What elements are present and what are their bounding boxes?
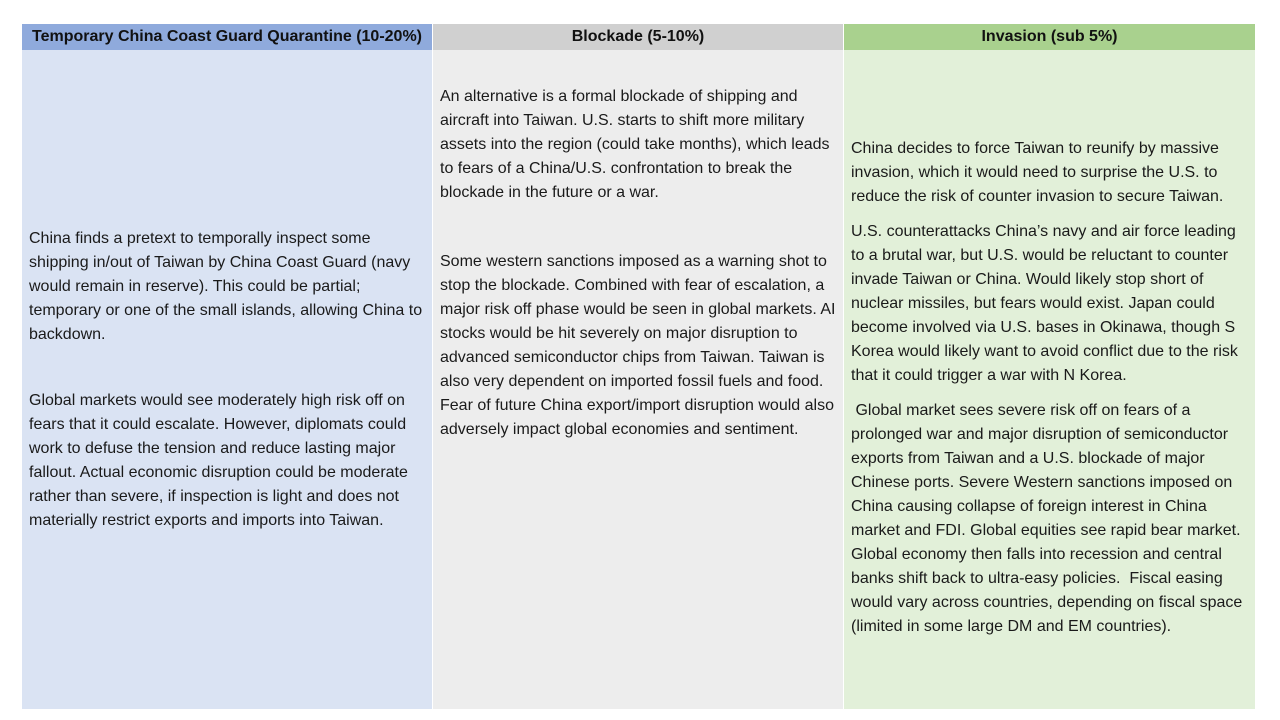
scenario-table: [21, 24, 1256, 709]
quarantine-paragraph-2: Global markets would see moderately high risk off on fears that it could escalate. However, diplomats could work to defuse the tension and reduce lasting major fallout. Actual economic disruption could be moderate rather than severe, if inspection is light and does not materially restrict exports and imports into Taiwan.: [29, 391, 408, 529]
invasion-paragraph-2: U.S. counterattacks China’s navy and air force leading to a brutal war, but U.S. would be reluctant to counter invade Taiwan or China. Would likely stop short of nuclear missiles, but fears would exist. Japan could become involved via U.S. bases in Okinawa, though S Korea would likely want to avoid conflict due to the risk that it could trigger a war with N Korea.: [851, 222, 1238, 384]
quarantine-paragraph-1: China finds a pretext to temporally inspect some shipping in/out of Taiwan by China Coast Guard (navy would remain in reserve). This could be partial; temporary or one of the small islands, allowing China to backdown.: [29, 229, 423, 343]
blockade-paragraph-1: An alternative is a formal blockade of shipping and aircraft into Taiwan. U.S. starts to shift more military assets into the region (could take months), which leads to fears of a China/U.S. confrontation to break the blockade in the future or a war.: [440, 88, 830, 201]
header-invasion: Invasion (sub 5%): [844, 24, 1256, 50]
blockade-paragraph-2: Some western sanctions imposed as a warning shot to stop the blockade. Combined with fear of escalation, a major risk off phase would be seen in global markets. AI stocks would be hit severely on major disruption to advanced semiconductor chips from Taiwan. Taiwan is also very dependent on imported fossil fuels and food. Fear of future China export/import disruption would also adversely impact global economies and sentiment.: [440, 253, 836, 438]
header-quarantine: Temporary China Coast Guard Quarantine (10-20%): [22, 24, 433, 50]
cell-quarantine: [22, 50, 433, 709]
invasion-paragraph-3: Global market sees severe risk off on fears of a prolonged war and major disruption of semiconductor exports from Taiwan and a U.S. blockade of major Chinese ports. Severe Western sanctions imposed on China causing collapse of foreign interest in China market and FDI. Global equities see rapid bear market. Global economy then falls into recession and central banks shift back to ultra-easy policies. Fiscal easing would vary across countries, depending on fiscal space (limited in some large DM and EM countries).: [851, 401, 1247, 635]
cell-invasion: [844, 50, 1256, 709]
header-blockade: Blockade (5-10%): [433, 24, 844, 50]
cell-blockade: [433, 50, 844, 709]
invasion-paragraph-1: China decides to force Taiwan to reunify by massive invasion, which it would need to surprise the U.S. to reduce the risk of counter invasion to secure Taiwan.: [851, 139, 1224, 205]
